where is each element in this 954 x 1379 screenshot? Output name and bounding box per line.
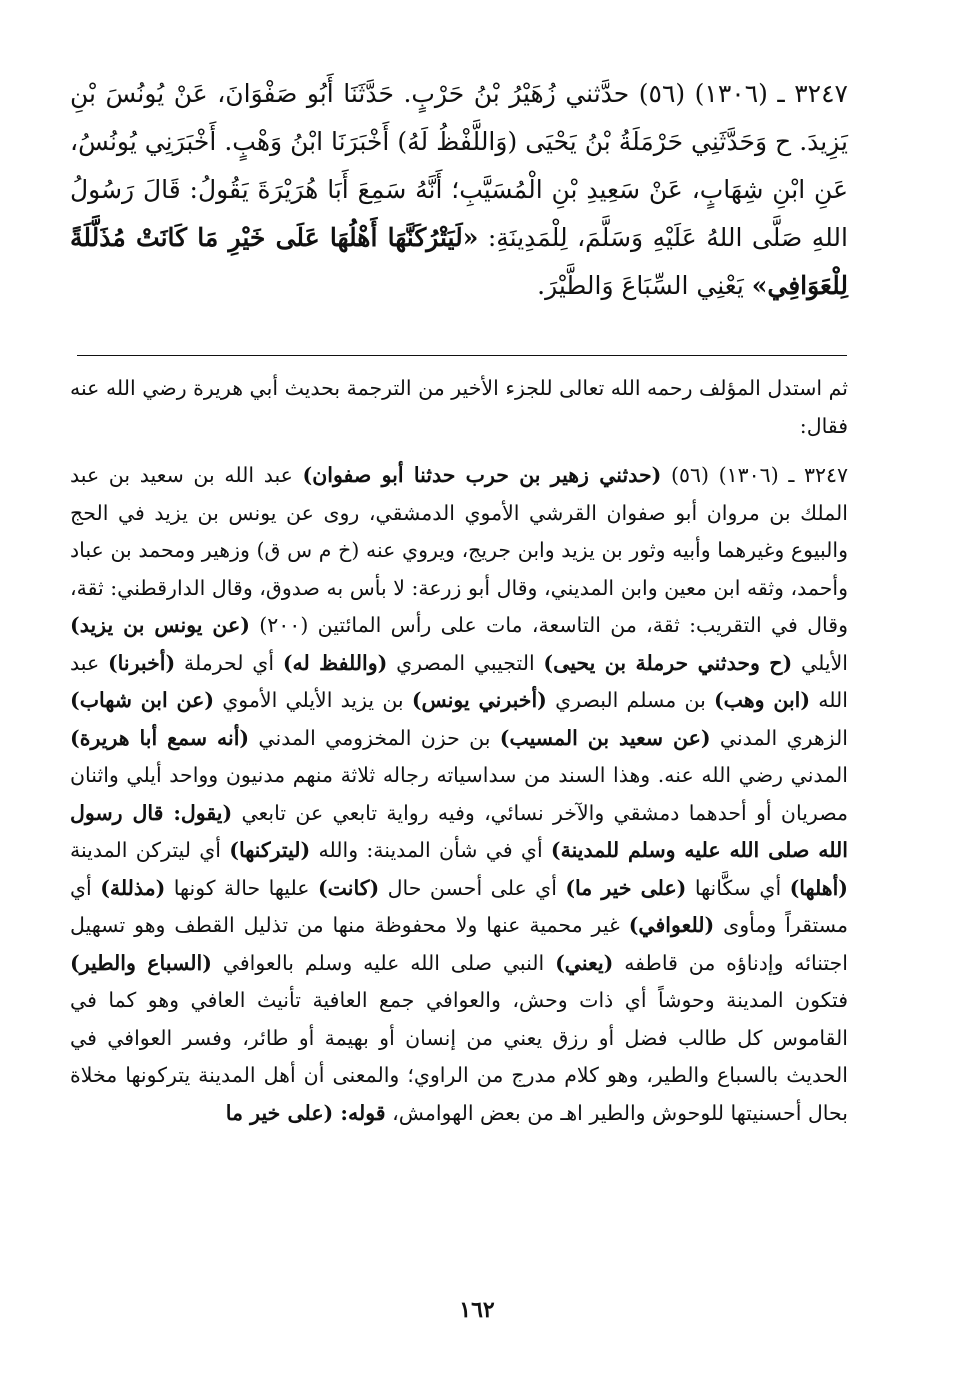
commentary-quote: (يعني): [555, 950, 614, 975]
hadith-text-part: يَعْنِي السِّبَاعَ وَالطَّيْرَ.: [537, 271, 752, 300]
commentary-text: أي على أحسن حال: [379, 875, 566, 900]
commentary-text: بن مسلم البصري: [546, 688, 714, 712]
commentary-quote: (كانت): [317, 875, 380, 900]
commentary-text: غير محمية عنها ولا محفوظة منها من تذليل القطف وهو تسهيل اجتنائه وإدناؤه من قاطفه: [70, 913, 848, 975]
commentary-text: عبد الله: [70, 650, 848, 712]
commentary-quote: (أخبرني يونس): [411, 688, 547, 712]
commentary-text: أي لحرملة: [175, 650, 283, 675]
commentary-quote: (على خير ما): [565, 875, 687, 900]
commentary-text: عبد الله بن سعيد بن عبد الملك بن مروان أبو صفوان القرشي الأموي الدمشقي، روى عن يونس بن يزيد في الحج والبيوع وغيرهما وأبيه وثور بن يزيد وابن جريج، ويروي عنه (خ م س ق) وزهير ومحمد بن عباد وأحمد، وثقه ابن معين وابن المديني، وقال أبو زرعة: لا بأس به صدوق، وقال الدارقطني: ثقة، وقال في التقريب: ثقة، من التاسعة، مات على رأس المائتين (٢٠٠): [70, 463, 849, 637]
commentary-quote: (السباع والطير): [70, 950, 212, 975]
commentary-text: أي سكَّانها: [686, 875, 790, 900]
hadith-text: [70, 70, 848, 310]
commentary-text: أي في شأن المدينة: والله: [310, 838, 551, 862]
commentary-quote: (عن سعيد بن المسيب): [499, 725, 711, 750]
hadith-paragraph: [70, 70, 848, 310]
commentary-quote: (ليتركنها): [229, 838, 311, 862]
commentary-text: بن يزيد الأيلي الأموي: [214, 688, 412, 712]
commentary-quote: (يقول: قال رسول الله صلى الله عليه وسلم للمدينة): [70, 800, 848, 862]
commentary-intro: ثم استدل المؤلف رحمه الله تعالى للجزء الأخير من الترجمة بحديث أبي هريرة رضي الله عنه فقال:: [70, 376, 848, 438]
hadith-prophetic-saying: «لَيَتْرُكَنَّهَا أَهْلُهَا عَلَى خَيْرِ مَا كَانَتْ مُذَلَّلَةً لِلْعَوَافِي»: [70, 223, 848, 300]
commentary-quote: (حدثني زهير بن حرب حدثنا أبو صفوان): [302, 463, 662, 487]
commentary-quote: (مذللة): [100, 875, 166, 900]
commentary-quote: (أهلها): [789, 875, 848, 900]
commentary-text: فتكون المدينة وحوشاً أي ذات وحش، والعوافي جمع العافية تأنيث العافي وهو كما في القاموس كل طالب فضل أو رزق يعني من إنسان أو بهيمة أو طائر، وفسر العوافي في الحديث بالسباع والطير، وهو كلام مدرج من الراوي؛ والمعنى أن أهل المدينة يتركونها مخلاة بحال أحسنيتها للوحوش والطير اهـ من بعض الهوامش،: [70, 988, 848, 1125]
commentary-quote: (عن ابن شهاب): [70, 688, 215, 712]
commentary-text: التجيبي المصري: [387, 650, 544, 675]
page-number: ١٦٢: [459, 1297, 495, 1323]
commentary-text: بن حزن المخزومي المدني: [249, 725, 500, 750]
commentary-text: أي ليتركن المدينة: [70, 838, 230, 862]
commentary-text: المدني رضي الله عنه. وهذا السند من سداسياته رجاله ثلاثة منهم مدنيون وواحد أيلي واثنان مصريان أو أحدهما دمشقي والآخر نسائي، وفيه رواية تابعي عن تابعي: [70, 763, 848, 825]
commentary-quote: (للعوافي): [628, 913, 715, 937]
commentary-text: ٣٢٤٧ ـ (١٣٠٦) (٥٦): [661, 463, 849, 487]
commentary-text: أي مستقراً ومأوى: [70, 875, 849, 937]
commentary-quote: (أنه سمع أبا هريرة): [70, 725, 250, 750]
commentary: [70, 370, 848, 1132]
commentary-quote: (عن يونس بن يزيد): [70, 613, 250, 637]
commentary-quote: (واللفظ له): [282, 650, 388, 675]
hadith-text-part: ٣٢٤٧ ـ (١٣٠٦) (٥٦) حدَّثني زُهَيْرُ بْنُ حَرْبٍ. حَدَّثَنَا أَبُو صَفْوَانَ، عَنْ يُونُسَ بْنِ يَزِيدَ. ح وَحَدَّثَنِي حَرْمَلَةُ بْنُ يَحْيَى (وَاللَّفْظُ لَهُ) أَخْبَرَنَا ابْنُ وَهْبٍ. أَخْبَرَنِي يُونُسُ، عَنِ ابْنِ شِهَابٍ، عَنْ سَعِيدِ بْنِ الْمُسَيَّبِ؛ أَنَّهُ سَمِعَ أَبَا هُرَيْرَةَ يَقُولُ: قَالَ رَسُولُ اللهِ صَلَّى اللهُ عَلَيْهِ وَسَلَّمَ، لِلْمَدِينَةِ:: [70, 79, 848, 252]
commentary-text: النبي صلى الله عليه وسلم بالعوافي: [211, 950, 556, 975]
commentary-quote: (ابن وهب): [713, 688, 811, 712]
commentary-text: الأيلي: [792, 650, 848, 675]
commentary-quote: (أخبرنا): [107, 650, 176, 675]
commentary-text: الزهري المدني: [710, 725, 848, 750]
commentary-paragraph: [70, 457, 848, 1132]
commentary-quote: (ح وحدثني حرملة بن يحيى): [543, 650, 793, 675]
commentary-text: عليها حالة كونها: [165, 875, 318, 900]
commentary-quote: قوله: (على خير ما: [225, 1100, 386, 1125]
footnote-divider: [77, 355, 847, 356]
